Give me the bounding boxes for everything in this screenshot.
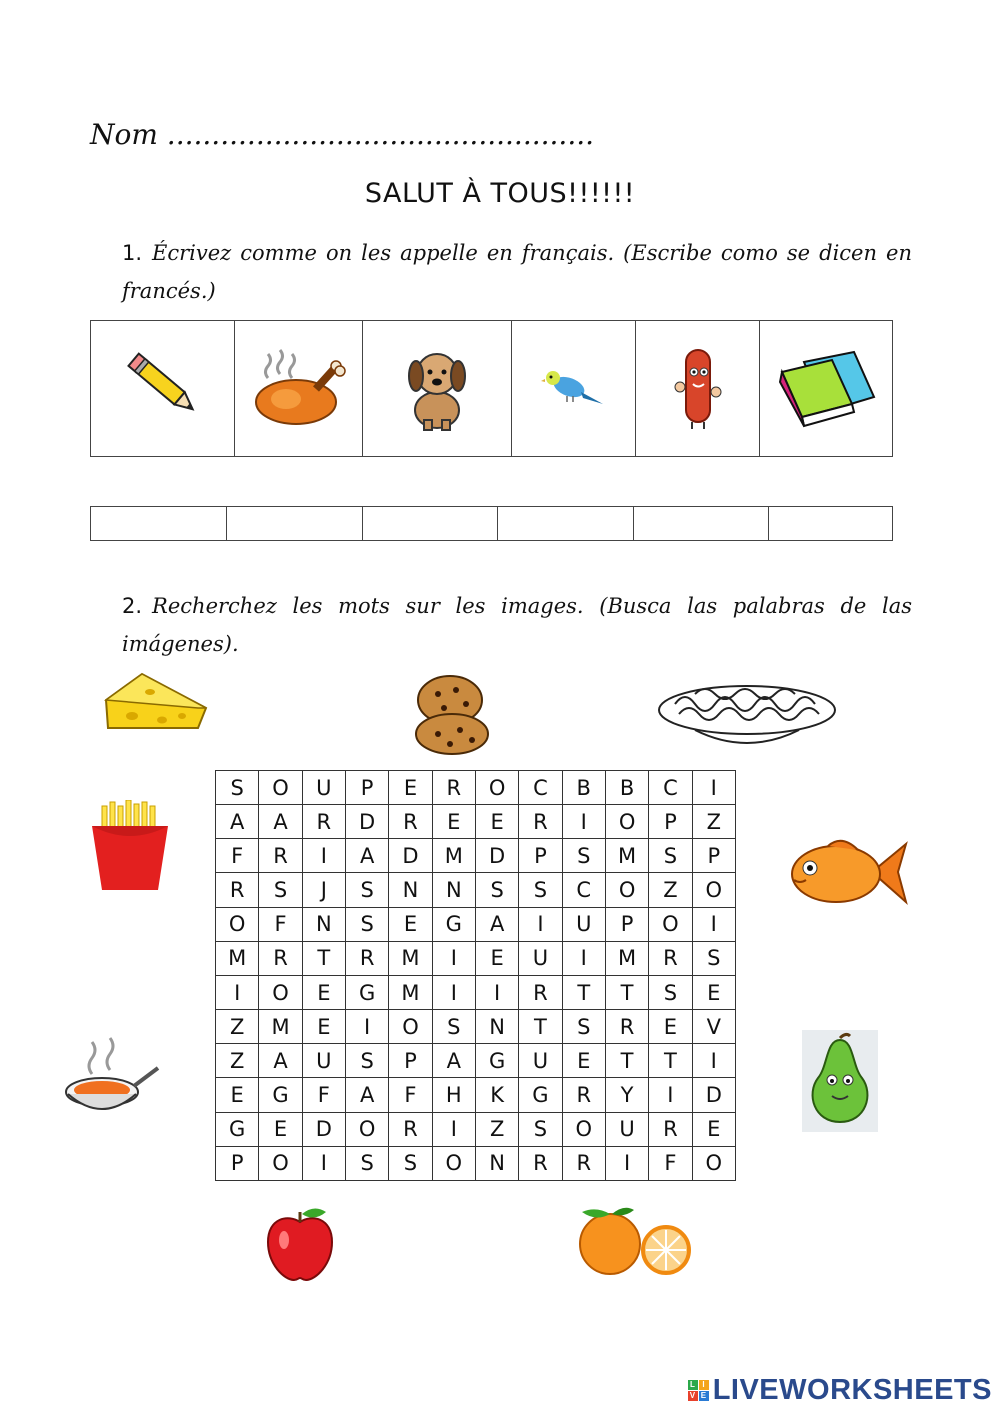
grid-cell[interactable]: R (216, 873, 259, 907)
grid-cell[interactable]: A (216, 805, 259, 839)
logo-text: LIVEWORKSHEETS (712, 1374, 992, 1406)
grid-cell[interactable]: I (216, 975, 259, 1009)
grid-cell[interactable]: U (302, 1044, 345, 1078)
fish-icon (788, 834, 910, 912)
grid-cell[interactable]: S (345, 1044, 388, 1078)
grid-cell[interactable]: O (259, 975, 302, 1009)
grid-cell[interactable]: G (259, 1078, 302, 1112)
grid-row (216, 941, 736, 975)
picture-cell-parakeet (512, 321, 636, 457)
grid-cell[interactable]: R (605, 1010, 648, 1044)
grid-cell[interactable]: T (302, 941, 345, 975)
logo-mark-icon: L I V E (688, 1380, 709, 1401)
grid-cell[interactable]: S (259, 873, 302, 907)
grid-cell[interactable]: Z (216, 1010, 259, 1044)
grid-cell[interactable]: I (519, 907, 562, 941)
grid-cell[interactable]: I (692, 771, 735, 805)
grid-cell[interactable]: V (692, 1010, 735, 1044)
grid-cell[interactable]: Z (692, 805, 735, 839)
grid-cell[interactable]: G (432, 907, 475, 941)
soup-icon (62, 1034, 160, 1122)
grid-cell[interactable]: J (302, 873, 345, 907)
grid-cell[interactable]: F (259, 907, 302, 941)
grid-cell[interactable]: M (432, 839, 475, 873)
grid-cell[interactable]: B (605, 771, 648, 805)
grid-cell[interactable]: O (345, 1112, 388, 1146)
grid-cell[interactable]: S (345, 873, 388, 907)
grid-cell[interactable]: D (389, 839, 432, 873)
grid-cell[interactable]: S (345, 907, 388, 941)
grid-cell[interactable]: E (692, 1112, 735, 1146)
grid-cell[interactable]: O (259, 1146, 302, 1180)
answer-input-4[interactable] (498, 507, 636, 540)
picture-cell-sausage (636, 321, 760, 457)
grid-cell[interactable]: Z (475, 1112, 518, 1146)
grid-cell[interactable]: S (216, 771, 259, 805)
grid-cell[interactable]: F (649, 1146, 692, 1180)
roast-chicken-icon (246, 344, 351, 429)
grid-cell[interactable]: F (302, 1078, 345, 1112)
grid-cell[interactable]: R (649, 941, 692, 975)
grid-cell[interactable]: T (605, 975, 648, 1009)
grid-cell[interactable]: S (562, 1010, 605, 1044)
answer-table (90, 506, 893, 541)
exercise-2-number: 2. (122, 594, 143, 618)
grid-cell[interactable]: S (432, 1010, 475, 1044)
grid-cell[interactable]: P (345, 771, 388, 805)
grid-cell[interactable]: I (432, 941, 475, 975)
apple-icon (264, 1206, 336, 1282)
grid-cell[interactable]: Z (649, 873, 692, 907)
fries-icon (90, 800, 170, 892)
grid-cell[interactable]: O (605, 873, 648, 907)
grid-cell[interactable]: U (562, 907, 605, 941)
grid-cell[interactable]: N (389, 873, 432, 907)
grid-cell[interactable]: G (519, 1078, 562, 1112)
grid-cell[interactable]: E (432, 805, 475, 839)
grid-cell[interactable]: O (216, 907, 259, 941)
grid-cell[interactable]: G (345, 975, 388, 1009)
grid-cell[interactable]: P (389, 1044, 432, 1078)
grid-cell[interactable]: Y (605, 1078, 648, 1112)
grid-cell[interactable]: R (345, 941, 388, 975)
grid-cell[interactable]: I (562, 805, 605, 839)
grid-cell[interactable]: A (475, 907, 518, 941)
exercise-1-number: 1. (122, 241, 143, 265)
picture-cell-pencil (91, 321, 235, 457)
grid-cell[interactable]: O (692, 1146, 735, 1180)
grid-cell[interactable]: U (605, 1112, 648, 1146)
grid-row (216, 771, 736, 805)
grid-cell[interactable]: D (692, 1078, 735, 1112)
grid-cell[interactable]: O (605, 805, 648, 839)
grid-cell[interactable]: I (649, 1078, 692, 1112)
grid-cell[interactable]: U (519, 941, 562, 975)
grid-cell[interactable]: O (692, 873, 735, 907)
books-icon (774, 342, 879, 432)
grid-row (216, 907, 736, 941)
grid-cell[interactable]: E (649, 1010, 692, 1044)
grid-cell[interactable]: E (302, 975, 345, 1009)
answer-input-6[interactable] (769, 507, 896, 540)
picture-cell-dog (362, 321, 512, 457)
grid-cell[interactable]: R (562, 1078, 605, 1112)
answer-input-2[interactable] (227, 507, 365, 540)
grid-cell[interactable]: E (562, 1044, 605, 1078)
grid-cell[interactable]: S (519, 1112, 562, 1146)
grid-cell[interactable]: P (519, 839, 562, 873)
grid-cell[interactable]: F (389, 1078, 432, 1112)
grid-cell[interactable]: I (692, 1044, 735, 1078)
grid-cell[interactable]: D (302, 1112, 345, 1146)
grid-cell[interactable]: E (259, 1112, 302, 1146)
exercise-1-text: Écrivez comme on les appelle en français. (Escribe como se dicen en francés.) (122, 241, 912, 303)
grid-cell[interactable]: R (389, 1112, 432, 1146)
grid-row (216, 839, 736, 873)
grid-cell[interactable]: I (692, 907, 735, 941)
orange-icon (568, 1204, 694, 1276)
grid-cell[interactable]: S (389, 1146, 432, 1180)
grid-cell[interactable]: S (562, 839, 605, 873)
grid-cell[interactable]: P (605, 907, 648, 941)
cheese-icon (102, 670, 210, 732)
grid-cell[interactable]: O (432, 1146, 475, 1180)
grid-cell[interactable]: E (302, 1010, 345, 1044)
grid-cell[interactable]: C (562, 873, 605, 907)
grid-cell[interactable]: Z (216, 1044, 259, 1078)
grid-cell[interactable]: R (259, 839, 302, 873)
grid-cell[interactable]: I (562, 941, 605, 975)
grid-cell[interactable]: A (259, 805, 302, 839)
grid-row (216, 1044, 736, 1078)
grid-cell[interactable]: N (475, 1010, 518, 1044)
parakeet-icon (539, 362, 609, 412)
answer-input-5[interactable] (634, 507, 772, 540)
grid-cell[interactable]: R (389, 805, 432, 839)
grid-cell[interactable]: I (432, 1112, 475, 1146)
grid-row (216, 1112, 736, 1146)
dog-icon (402, 342, 472, 432)
grid-cell[interactable]: R (649, 1112, 692, 1146)
word-search-grid (215, 770, 736, 1181)
grid-cell[interactable]: P (692, 839, 735, 873)
grid-cell[interactable]: S (649, 839, 692, 873)
picture-table (90, 320, 893, 457)
grid-cell[interactable]: P (649, 805, 692, 839)
grid-cell[interactable]: N (475, 1146, 518, 1180)
grid-cell[interactable]: I (475, 975, 518, 1009)
liveworksheets-logo (688, 1374, 992, 1407)
grid-cell[interactable]: T (562, 975, 605, 1009)
grid-row (216, 1010, 736, 1044)
grid-row (216, 975, 736, 1009)
grid-cell[interactable]: I (432, 975, 475, 1009)
picture-cell-books (760, 321, 893, 457)
grid-cell[interactable]: S (345, 1146, 388, 1180)
grid-cell[interactable]: I (605, 1146, 648, 1180)
grid-cell[interactable]: R (519, 805, 562, 839)
name-field-label: Nom ................................................ (90, 118, 595, 151)
grid-cell[interactable]: R (519, 975, 562, 1009)
grid-cell[interactable]: I (302, 839, 345, 873)
grid-cell[interactable]: D (345, 805, 388, 839)
grid-cell[interactable]: M (389, 941, 432, 975)
picture-cell-chicken (235, 321, 363, 457)
grid-cell[interactable]: A (345, 839, 388, 873)
grid-cell[interactable]: S (519, 873, 562, 907)
grid-cell[interactable]: T (519, 1010, 562, 1044)
grid-cell[interactable]: A (345, 1078, 388, 1112)
grid-cell[interactable]: R (519, 1146, 562, 1180)
grid-cell[interactable]: M (259, 1010, 302, 1044)
exercise-1-instruction (122, 234, 912, 310)
grid-cell[interactable]: O (259, 771, 302, 805)
grid-cell[interactable]: E (389, 907, 432, 941)
grid-cell[interactable]: I (345, 1010, 388, 1044)
grid-cell[interactable]: U (302, 771, 345, 805)
grid-cell[interactable]: R (562, 1146, 605, 1180)
grid-cell[interactable]: M (216, 941, 259, 975)
exercise-2-text: Recherchez les mots sur les images. (Busca las palabras de las imágenes). (122, 594, 912, 656)
answer-input-1[interactable] (91, 507, 230, 540)
grid-row (216, 805, 736, 839)
grid-cell[interactable]: I (302, 1146, 345, 1180)
grid-cell[interactable]: G (216, 1112, 259, 1146)
grid-cell[interactable]: C (519, 771, 562, 805)
grid-cell[interactable]: E (475, 941, 518, 975)
grid-cell[interactable]: O (562, 1112, 605, 1146)
spaghetti-icon (655, 670, 840, 752)
grid-cell[interactable]: D (475, 839, 518, 873)
grid-cell[interactable]: O (389, 1010, 432, 1044)
grid-row (216, 1146, 736, 1180)
sausage-icon (668, 342, 728, 432)
grid-cell[interactable]: S (692, 941, 735, 975)
grid-cell[interactable]: A (259, 1044, 302, 1078)
grid-cell[interactable]: R (302, 805, 345, 839)
grid-cell[interactable]: G (475, 1044, 518, 1078)
grid-cell[interactable]: H (432, 1078, 475, 1112)
grid-cell[interactable]: O (475, 771, 518, 805)
cookies-icon (410, 672, 492, 756)
grid-cell[interactable]: N (302, 907, 345, 941)
grid-cell[interactable]: M (389, 975, 432, 1009)
grid-cell[interactable]: M (605, 839, 648, 873)
grid-cell[interactable]: P (216, 1146, 259, 1180)
pencil-icon (118, 347, 208, 427)
grid-cell[interactable]: M (605, 941, 648, 975)
grid-row (216, 873, 736, 907)
grid-cell[interactable]: T (649, 1044, 692, 1078)
grid-cell[interactable]: N (432, 873, 475, 907)
grid-cell[interactable]: O (649, 907, 692, 941)
grid-cell[interactable]: K (475, 1078, 518, 1112)
grid-cell[interactable]: E (475, 805, 518, 839)
grid-cell[interactable]: S (475, 873, 518, 907)
pear-icon (802, 1030, 878, 1132)
grid-cell[interactable]: E (692, 975, 735, 1009)
grid-cell[interactable]: U (519, 1044, 562, 1078)
grid-cell[interactable]: C (649, 771, 692, 805)
grid-cell[interactable]: E (216, 1078, 259, 1112)
grid-cell[interactable]: E (389, 771, 432, 805)
answer-input-3[interactable] (363, 507, 501, 540)
grid-cell[interactable]: R (432, 771, 475, 805)
grid-cell[interactable]: R (259, 941, 302, 975)
grid-cell[interactable]: B (562, 771, 605, 805)
exercise-2-instruction (122, 587, 912, 663)
grid-cell[interactable]: S (649, 975, 692, 1009)
grid-cell[interactable]: A (432, 1044, 475, 1078)
grid-cell[interactable]: T (605, 1044, 648, 1078)
grid-row (216, 1078, 736, 1112)
grid-cell[interactable]: F (216, 839, 259, 873)
page-title: SALUT À TOUS!!!!!! (364, 178, 636, 209)
